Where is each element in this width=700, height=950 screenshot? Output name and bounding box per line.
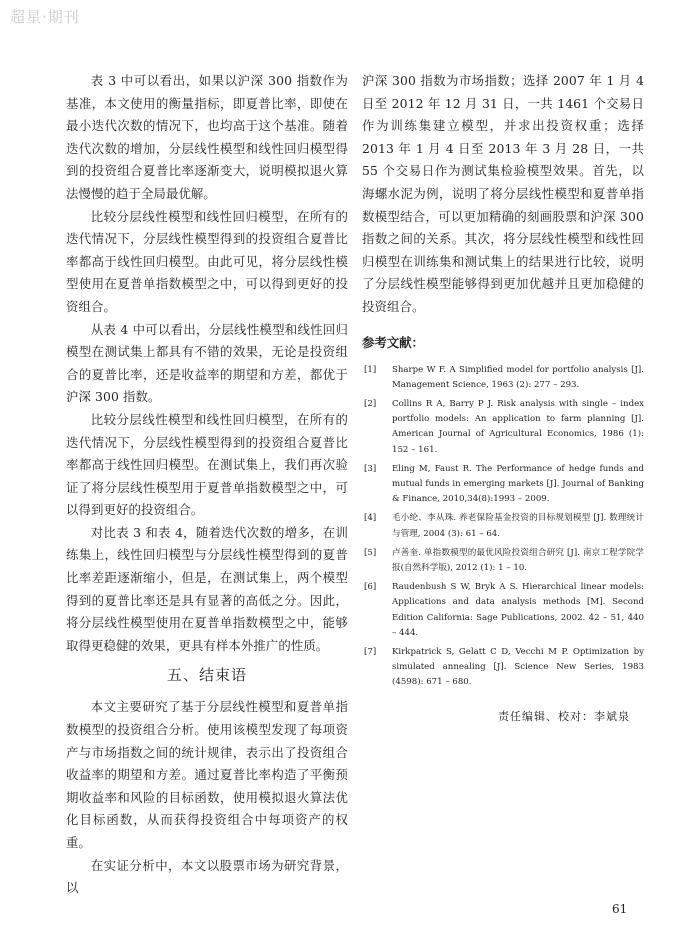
editor-credit: 责任编辑、校对：李斌泉 [498,710,630,723]
reference-number: [1] [364,364,377,375]
body-paragraph: 从表 4 中可以看出，分层线性模型和线性回归模型在测试集上都具有不错的效果，无论是投资组合的夏普比率，还是收益率的期望和方差，都优于沪深 300 指数。 [66,321,348,405]
reference-number: [6] [364,582,377,593]
reference-text: Sharpe W F. A Simplified model for portfolio analysis [J]. Management Science, 1963 (2): 277 – 293. [392,364,644,390]
reference-item [362,645,644,691]
references-heading: 参考文献： [362,334,424,350]
reference-text: Raudenbush S W, Bryk A S. Hierarchical linear models: Applications and data analysis methods [M]. Second Edition California: Sage Publications, 2002. 42 – 51, 440 – 444. [392,582,644,638]
body-paragraph: 在实证分析中，本文以股票市场为研究背景，以 [66,857,348,896]
reference-item [362,397,644,458]
body-paragraph-continuation: 沪深 300 指数为市场指数；选择 2007 年 1 月 4 日至 2012 年 12 月 31 日，一共 1461 个交易日作为训练集建立模型，并求出投资权重；选择 2013 年 1 月 4 日至 2013 年 3 月 28 日，一共 55 个交易日作为测试集检验模型效果。首先，以海螺水泥为例，说明了将分层线性模型和夏普单指数模型结合，可以更加精确的刻画股票和沪深 300 指数之间的关系。其次，将分层线性模型和线性回归模型在训练集和测试集上的结果进行比较，说明了分层线性模型能够得到更加优越并且更加稳健的投资组合。 [362,73,644,314]
body-paragraph: 比较分层线性模型和线性回归模型，在所有的迭代情况下，分层线性模型得到的投资组合夏普比率都高于线性回归模型。由此可见，将分层线性模型使用在夏普单指数模型之中，可以得到更好的投资组合。 [66,208,348,314]
left-column [66,70,348,900]
reference-item [362,363,644,393]
reference-number: [4] [364,513,377,524]
reference-text: 卢善奎. 单指数模型的最优风险投资组合研究 [J]. 南京工程学院学报(自然科学版), 2012 (1): 1 – 10. [392,547,644,573]
right-column [362,70,644,695]
journal-watermark: 超星·期刊 [10,8,80,26]
reference-number: [7] [364,646,377,657]
reference-text: Eling M, Faust R. The Performance of hedge funds and mutual funds in emerging markets [J]. Journal of Banking & Finance, 2010,34(8):1993 – 2009. [392,463,644,505]
reference-text: 毛小纶、李从珠. 养老保险基金投资的目标规划模型 [J]. 数理统计与管理, 2004 (3): 61 – 64. [392,513,644,539]
reference-text: Kirkpatrick S, Gelatt C D, Vecchi M P. Optimization by simulated annealing [J]. Science New Series, 1983 (4598): 671 – 680. [392,646,644,688]
body-paragraph: 对比表 3 和表 4，随着迭代次数的增多，在训练集上，线性回归模型与分层线性模型得到的夏普比率差距逐渐缩小，但是，在测试集上，两个模型得到的夏普比率还是具有显著的高低之分。因此，将分层线性模型使用在夏普单指数模型之中，能够取得更稳健的效果，更具有样本外推广的性质。 [66,524,348,653]
page-number: 61 [612,902,628,916]
reference-text: Collins R A, Barry P J. Risk analysis with single – index portfolio models: An application to farm planning [J]. American Journal of Agricultural Economics, 1986 (1): 152 – 161. [392,398,644,455]
references-list [362,363,644,691]
reference-item [362,462,644,508]
reference-item [362,546,644,576]
reference-number: [2] [364,398,377,409]
reference-item [362,580,644,641]
body-paragraph: 比较分层线性模型和线性回归模型，在所有的迭代情况下，分层线性模型得到的投资组合夏普比率都高于线性回归模型。在测试集上，我们再次验证了将分层线性模型用于夏普单指数模型之中，可以得到更好的投资组合。 [66,411,348,518]
body-paragraph: 本文主要研究了基于分层线性模型和夏普单指数模型的投资组合分析。使用该模型发现了每项资产与市场指数之间的统计规律，表示出了投资组合收益率的期望和方差。通过夏普比率构造了平衡预期收益率和风险的目标函数，使用模拟退火算法优化目标函数，从而获得投资组合中每项资产的权重。 [66,699,348,850]
reference-item [362,511,644,541]
reference-number: [3] [364,463,377,474]
reference-number: [5] [364,547,377,558]
section-heading-conclusion: 五、结束语 [166,666,247,685]
body-paragraph: 表 3 中可以看出，如果以沪深 300 指数作为基准，本文使用的衡量指标，即夏普比率，即使在最小迭代次数的情况下，也均高于这个基准。随着迭代次数的增加，分层线性模型和线性回归模型得到的投资组合夏普比率逐渐变大，说明模拟退火算法慢慢的趋于全局最优解。 [66,73,348,201]
